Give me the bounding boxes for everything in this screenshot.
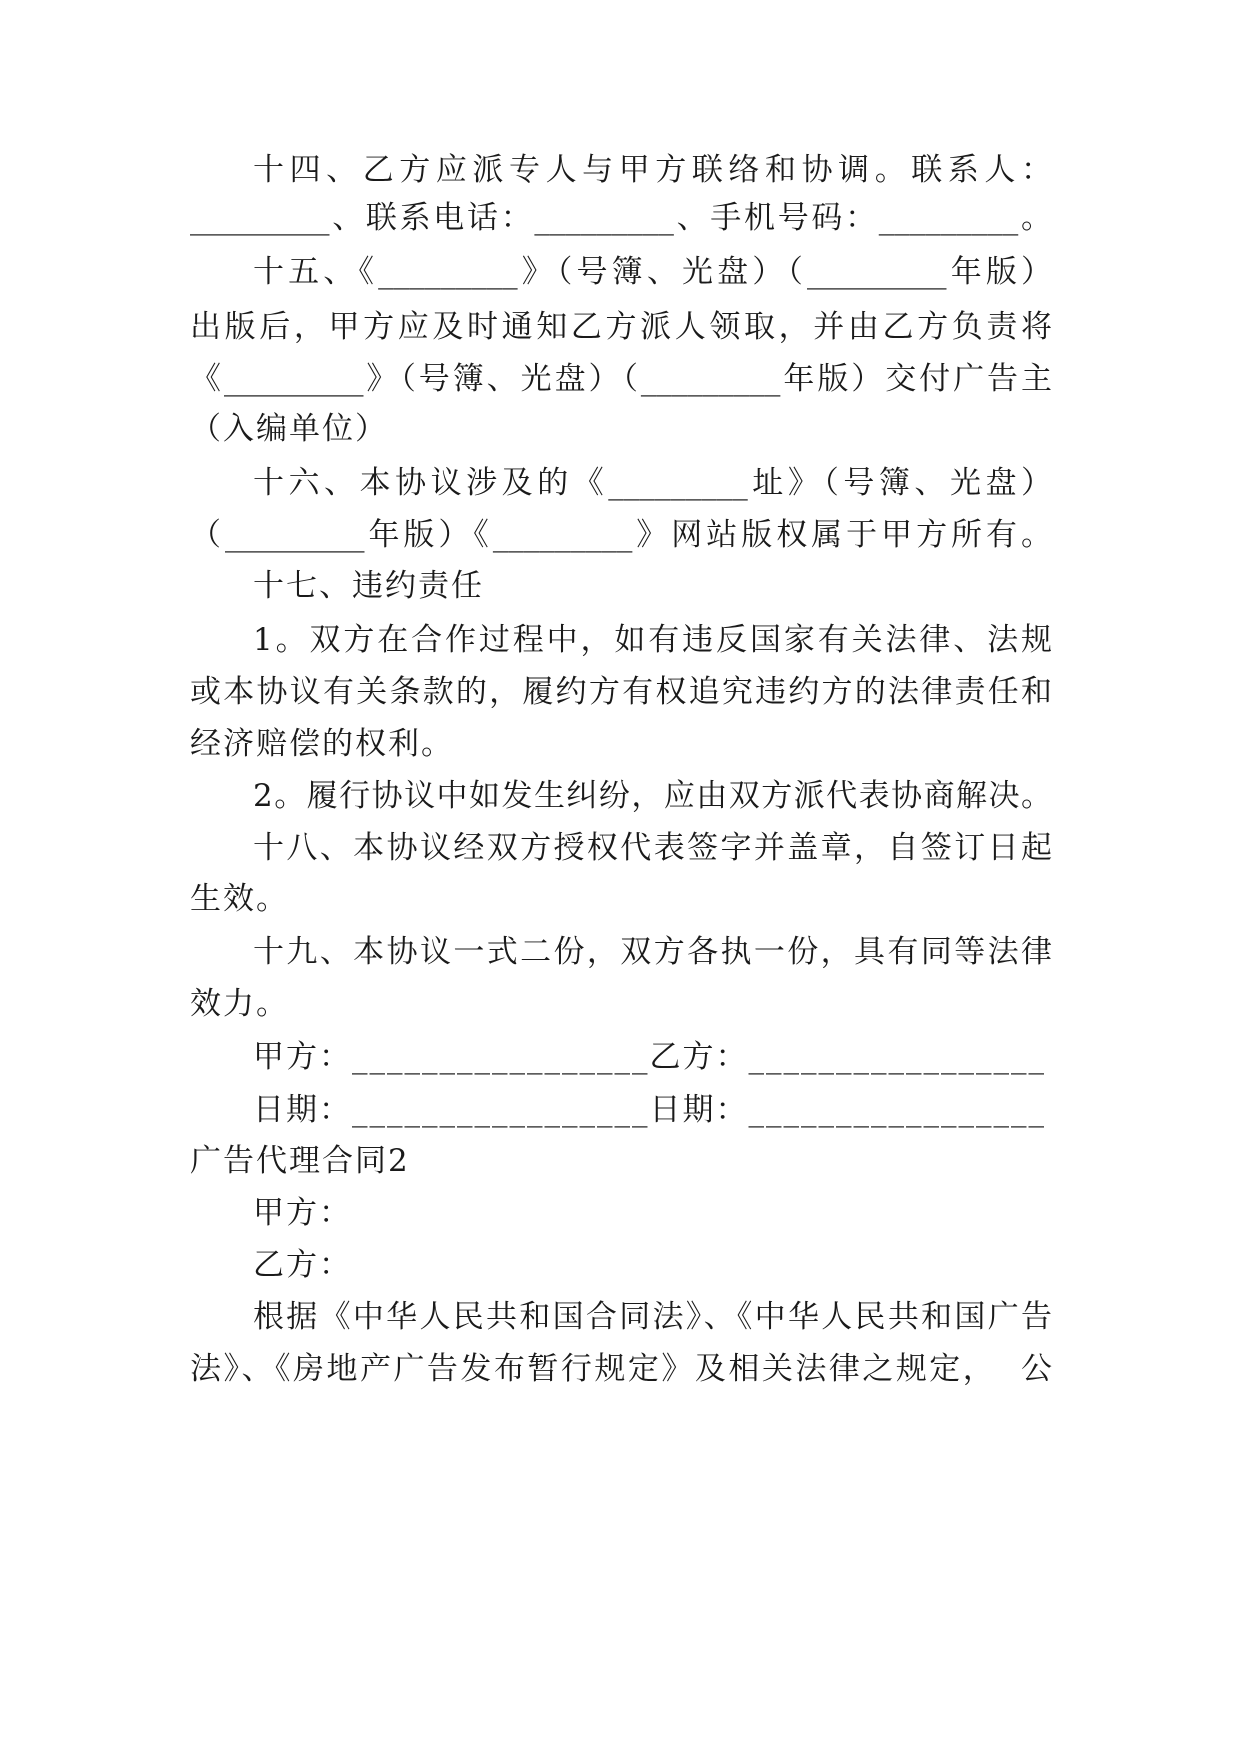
clause-15-line-1: 十五、《_________》（号簿、光盘）（_________年版） — [253, 254, 1052, 290]
clause-18-line-1: 十八、本协议经双方授权代表签字并盖章，自签订日起 — [253, 830, 1052, 866]
clause-17-heading: 十七、违约责任 — [253, 568, 484, 604]
contract-2-title: 广告代理合同2 — [190, 1143, 410, 1179]
party-a-label: 甲方： — [253, 1195, 352, 1231]
clause-15-line-3: 《_________》（号簿、光盘）（_________年版）交付广告主 — [190, 361, 1052, 397]
signature-date-line: 日期：_________________日期：_________________ — [253, 1092, 1046, 1128]
clause-16-line-1: 十六、本协议涉及的《_________址》（号簿、光盘） — [253, 465, 1052, 501]
signature-party-line: 甲方：_________________乙方：_________________ — [253, 1039, 1046, 1075]
clause-17-item-1-line-3: 经济赔偿的权利。 — [190, 726, 454, 762]
clause-17-item-2: 2。履行协议中如发生纠纷，应由双方派代表协商解决。 — [253, 778, 1052, 814]
clause-17-item-1-line-1: 1。双方在合作过程中，如有违反国家有关法律、法规 — [253, 622, 1052, 658]
clause-18-line-2: 生效。 — [190, 881, 289, 917]
clause-14-line-2: _________、联系电话：_________、手机号码：_________。 — [190, 200, 1052, 236]
clause-16-line-2: （_________年版）《_________》网站版权属于甲方所有。 — [190, 517, 1052, 553]
clause-14-line-1: 十四、乙方应派专人与甲方联络和协调。联系人： — [253, 152, 1052, 188]
clause-17-item-1-line-2: 或本协议有关条款的，履约方有权追究违约方的法律责任和 — [190, 674, 1052, 710]
clause-15-line-2: 出版后，甲方应及时通知乙方派人领取，并由乙方负责将 — [190, 309, 1052, 345]
preamble-line-2: 法》、《房地产广告发布暂行规定》及相关法律之规定， 公 — [190, 1351, 1052, 1387]
preamble-line-1: 根据《中华人民共和国合同法》、《中华人民共和国广告 — [253, 1299, 1052, 1335]
clause-19-line-2: 效力。 — [190, 986, 289, 1022]
clause-15-line-4: （入编单位） — [190, 411, 388, 447]
clause-19-line-1: 十九、本协议一式二份，双方各执一份，具有同等法律 — [253, 934, 1052, 970]
party-b-label: 乙方： — [253, 1247, 352, 1283]
